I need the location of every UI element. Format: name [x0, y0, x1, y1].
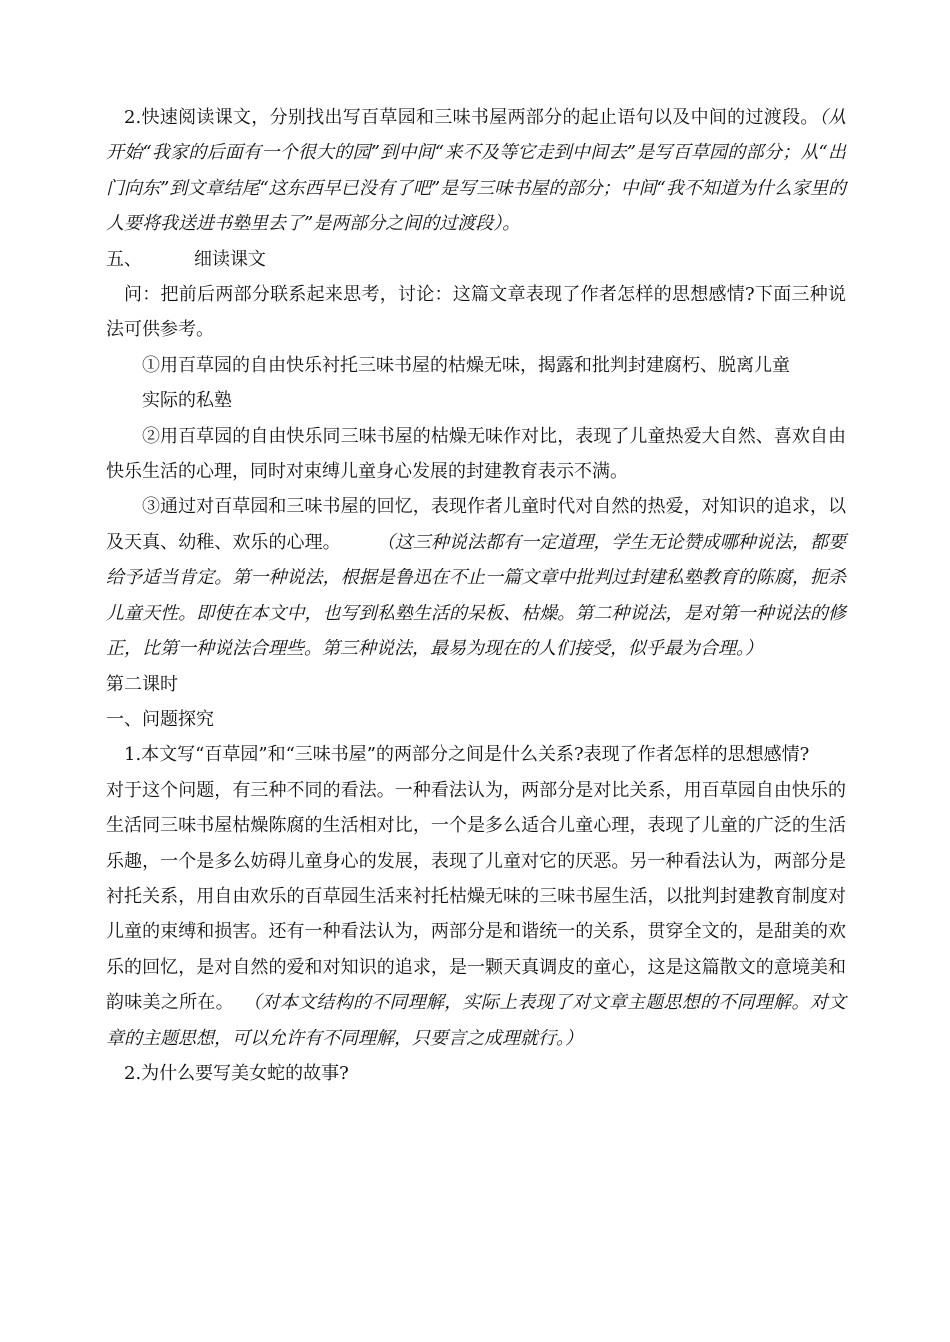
- option-3-note: （这三种说法都有一定道理，学生无论赞成哪种说法，都要给予适当肯定。第一种说法，根据是鲁迅在不止一篇文章中批判过封建私塾教育的陈腐，扼杀儿童天性。即使在本文中，也写到私塾生活的呆板、枯燥。第二种说法，是对第一种说法的修正，比第一种说法合理些。第三种说法，最易为现在的人们接受，似乎最为合理。）: [106, 531, 847, 660]
- question-text: 2.快速阅读课文，分别找出写百草园和三味书屋两部分的起止语句以及中间的过渡段。: [124, 107, 819, 128]
- document-body: [106, 100, 846, 1091]
- option-3: [106, 489, 846, 666]
- section-heading-5: [106, 242, 846, 277]
- answer-1: [106, 773, 846, 1056]
- section-number: 五、: [106, 248, 142, 270]
- section-heading-1: 一、问题探究: [106, 708, 214, 730]
- answer-1-text: 对于这个问题，有三种不同的看法。一种看法认为，两部分是对比关系，用百草园自由快乐的生活同三味书屋枯燥陈腐的生活相对比，一个是多么适合儿童心理，表现了儿童的广泛的生活乐趣，一个是多么妨碍儿童身心的发展，表现了儿童对它的厌恶。另一种看法认为，两部分是衬托关系，用自由欢乐的百草园生活来衬托枯燥无味的三味书屋生活，以批判封建教育制度对儿童的束缚和损害。还有一种看法认为，两部分是和谐统一的关系，贯穿全文的，是甜美的欢乐的回忆，是对自然的爱和对知识的追求，是一颗天真调皮的童心，这是这篇散文的意境美和韵味美之所在。: [106, 779, 846, 1014]
- question-2: 2.为什么要写美女蛇的故事?: [124, 1062, 349, 1084]
- option-1-line-2: 实际的私塾: [142, 390, 232, 412]
- section-title: 细读课文: [194, 248, 266, 270]
- answer-1-note: （对本文结构的不同理解，实际上表现了对文章主题思想的不同理解。对文章的主题思想，可以允许有不同理解，只要言之成理就行。）: [106, 992, 847, 1049]
- lesson-heading: 第二课时: [106, 673, 178, 695]
- discussion-question: 问：把前后两部分联系起来思考，讨论：这篇文章表现了作者怎样的思想感情?下面三种说法可供参考。: [106, 284, 846, 341]
- option-2: ②用百草园的自由快乐同三味书屋的枯燥无味作对比，表现了儿童热爱大自然、喜欢自由快乐生活的心理，同时对束缚儿童身心发展的封建教育表示不满。: [106, 425, 846, 483]
- paragraph-reading-task: [106, 100, 846, 242]
- option-1-line-1: ①用百草园的自由快乐衬托三味书屋的枯燥无味，揭露和批判封建腐朽、脱离儿童: [142, 354, 790, 376]
- option-3-text: ③通过对百草园和三味书屋的回忆，表现作者儿童时代对自然的热爱，对知识的追求，以及天真、幼稚、欢乐的心理。: [106, 496, 846, 553]
- question-1: 1.本文写“百草园”和“三味书屋”的两部分之间是什么关系?表现了作者怎样的思想感情?: [124, 744, 810, 766]
- answer-note: （从开始“我家的后面有一个很大的园”到中间“来不及等它走到中间去”是写百草园的部分；从“出门向东”到文章结尾“这东西早已没有了吧”是写三味书屋的部分；中间“我不知道为什么家里的人要将我送进书塾里去了”是两部分之间的过渡段）。: [106, 107, 847, 235]
